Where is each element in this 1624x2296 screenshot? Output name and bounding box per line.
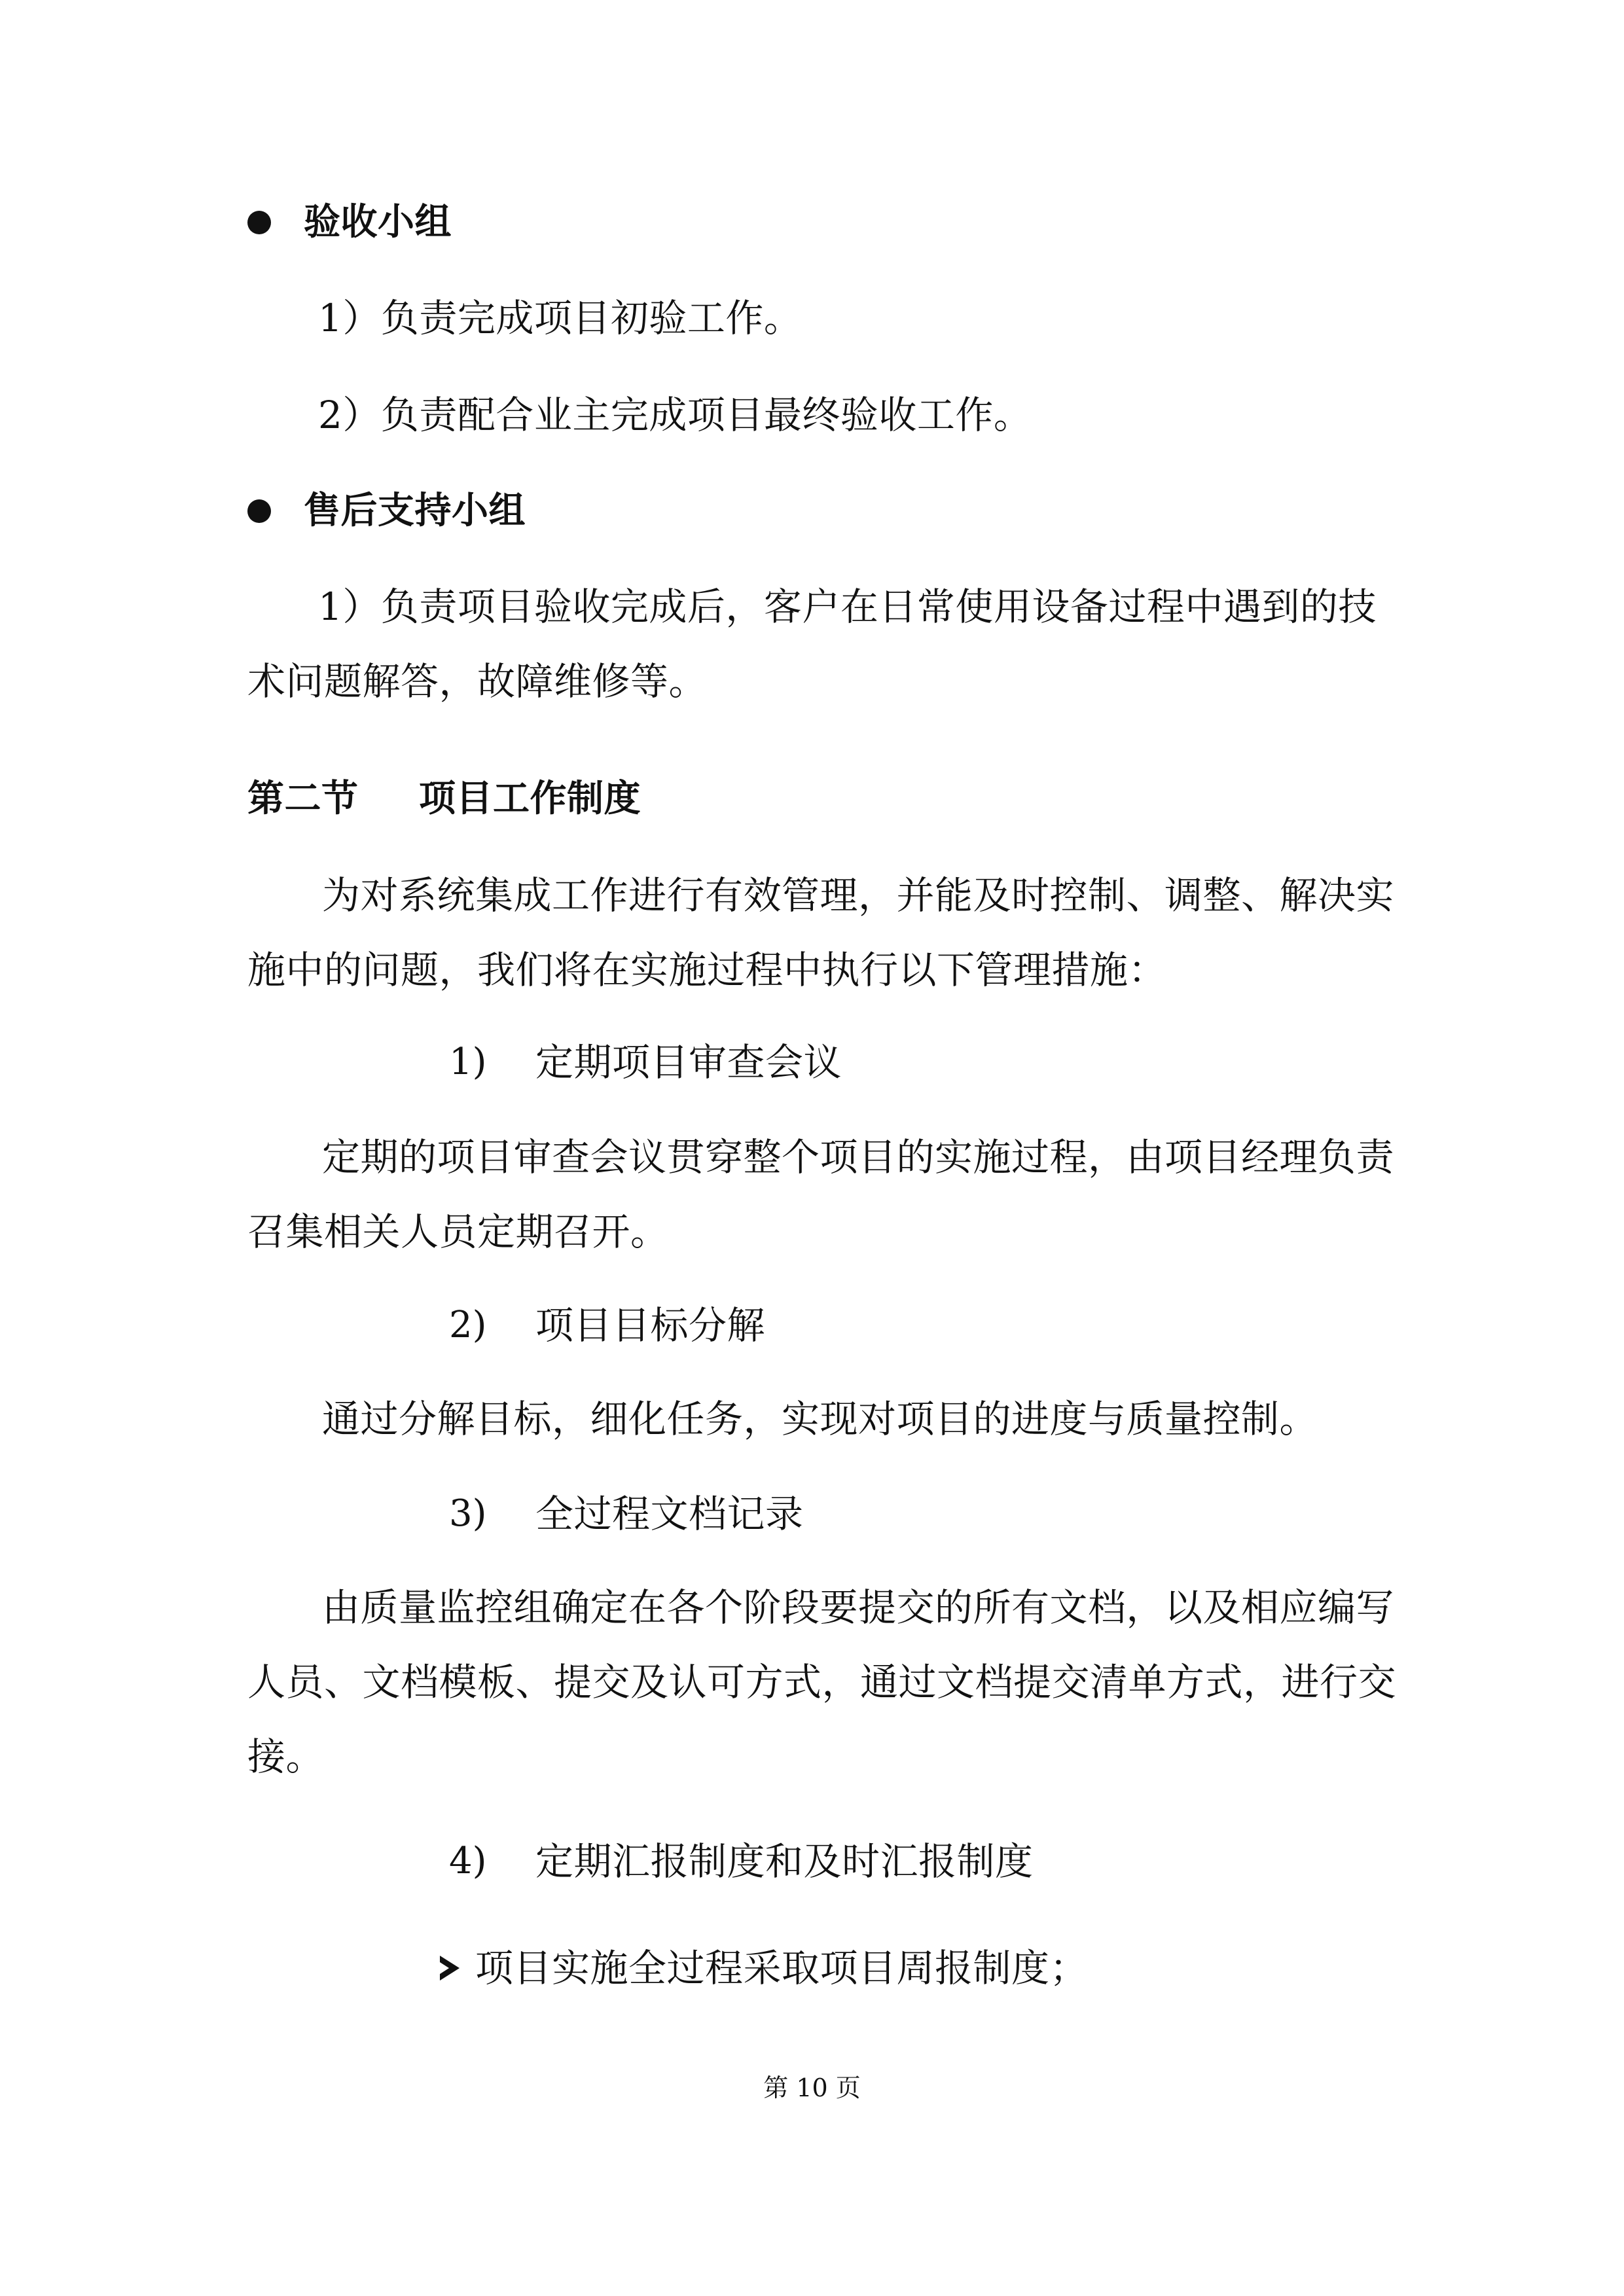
paragraph-line: 由质量监控组确定在各个阶段要提交的所有文档，以及相应编写 xyxy=(322,1585,1395,1630)
section-title-acceptance: 验收小组 xyxy=(304,201,452,243)
measure-number: 3) xyxy=(449,1492,487,1535)
paragraph-line: 1）负责项目验收完成后，客户在日常使用设备过程中遇到的技 xyxy=(318,584,1377,629)
paragraph-line: 施中的问题，我们将在实施过程中执行以下管理措施： xyxy=(247,948,1167,992)
bullet-dot-icon xyxy=(247,499,271,523)
measure-title: 定期项目审查会议 xyxy=(535,1040,842,1085)
page-number: 第 10 页 xyxy=(763,2073,861,2102)
section-heading-title: 项目工作制度 xyxy=(419,778,641,820)
paragraph-line: 接。 xyxy=(247,1734,325,1779)
section-heading-number: 第二节 xyxy=(247,778,359,820)
arrow-bullet-icon xyxy=(440,1956,460,1981)
paragraph-line: 人员、文档模板、提交及认可方式，通过文档提交清单方式，进行交 xyxy=(247,1660,1397,1704)
paragraph-line: 召集相关人员定期召开。 xyxy=(247,1210,669,1254)
paragraph-line: 为对系统集成工作进行有效管理，并能及时控制、调整、解决实 xyxy=(322,873,1395,918)
paragraph-line: 2）负责配合业主完成项目最终验收工作。 xyxy=(318,393,1032,437)
bullet-dot-icon xyxy=(247,211,271,234)
paragraph-line: 1）负责完成项目初验工作。 xyxy=(318,296,803,340)
paragraph-line: 通过分解目标，细化任务，实现对项目的进度与质量控制。 xyxy=(322,1397,1318,1441)
measure-title: 项目目标分解 xyxy=(535,1303,766,1348)
measure-title: 定期汇报制度和及时汇报制度 xyxy=(535,1839,1034,1884)
measure-number: 4) xyxy=(449,1840,487,1882)
paragraph-line: 术问题解答，故障维修等。 xyxy=(247,659,708,704)
paragraph-line: 定期的项目审查会议贯穿整个项目的实施过程，由项目经理负责 xyxy=(322,1135,1395,1179)
measure-number: 2) xyxy=(449,1304,487,1346)
section-title-aftersales: 售后支持小组 xyxy=(304,490,526,532)
measure-number: 1) xyxy=(449,1041,487,1083)
bullet-item: 项目实施全过程采取项目周报制度； xyxy=(475,1946,1089,1990)
measure-title: 全过程文档记录 xyxy=(535,1492,804,1536)
